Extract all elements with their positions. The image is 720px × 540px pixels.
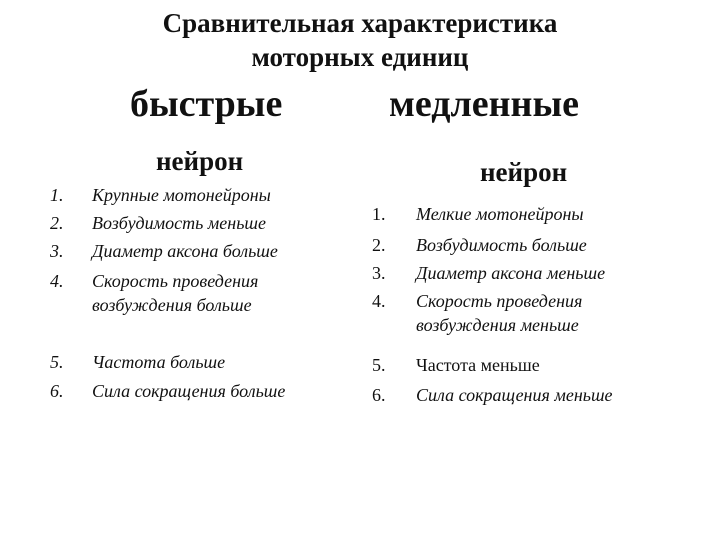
fast-item-2-number: 2. [50,213,64,233]
slide-title-line-1: Сравнительная характеристика [162,8,558,38]
fast-item-4-number: 4. [50,271,64,291]
fast-item-4-text-continued: возбуждения больше [92,295,252,315]
slow-item-6-text: Сила сокращения меньше [416,385,613,405]
slow-item-4-text-continued: возбуждения меньше [416,315,579,335]
slow-item-3-text: Диаметр аксона меньше [416,263,606,283]
fast-item-5-text: Частота больше [92,352,226,372]
slow-item-5-number: 5. [372,355,386,375]
fast-item-5-number: 5. [50,352,64,372]
slow-item-4-text: Скорость проведения [416,291,583,311]
slow-item-1-number: 1. [372,204,386,224]
slow-column-heading: медленные [389,83,579,125]
fast-item-4-text: Скорость проведения [92,271,259,291]
fast-item-1-number: 1. [50,185,64,205]
fast-item-1-text: Крупные мотонейроны [92,185,271,205]
fast-item-3-text: Диаметр аксона больше [92,241,278,261]
fast-item-3-number: 3. [50,241,64,261]
slow-item-2-text: Возбудимость больше [416,235,587,255]
fast-column-heading: быстрые [130,83,283,125]
fast-item-6-number: 6. [50,381,64,401]
fast-item-6-text: Сила сокращения больше [92,381,286,401]
slow-item-5-text: Частота меньше [416,355,540,375]
slow-item-3-number: 3. [372,263,386,283]
slow-item-4-number: 4. [372,291,386,311]
slow-item-6-number: 6. [372,385,386,405]
fast-column-subheading: нейрон [156,146,244,176]
slow-column-subheading: нейрон [480,157,568,187]
slow-item-2-number: 2. [372,235,386,255]
slide-title-line-2: моторных единиц [251,42,469,72]
slow-item-1-text: Мелкие мотонейроны [416,204,584,224]
fast-item-2-text: Возбудимость меньше [92,213,266,233]
